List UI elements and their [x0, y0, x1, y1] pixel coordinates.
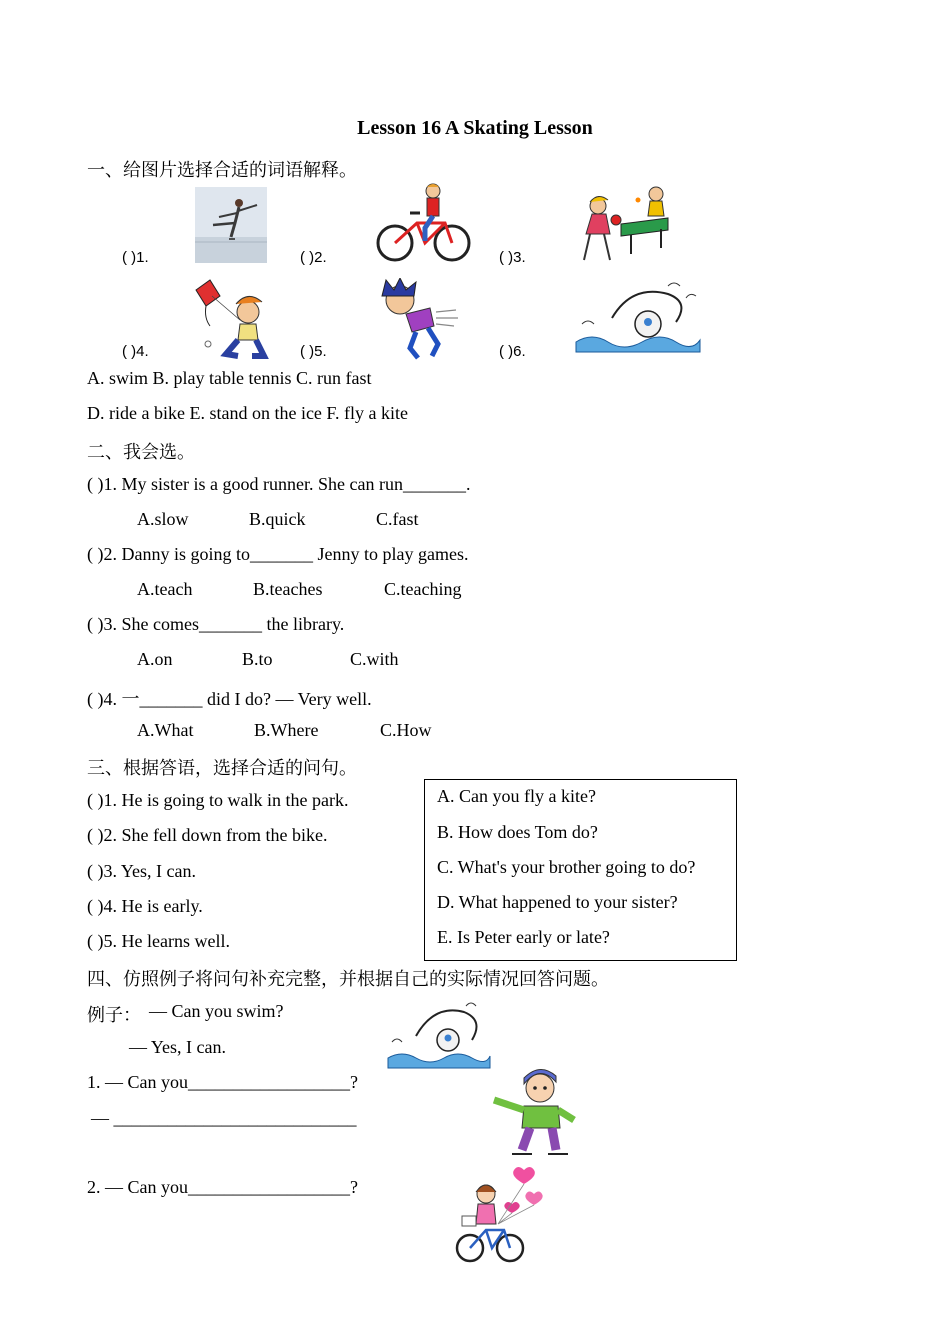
question-4-option-b: B.Where — [254, 720, 319, 740]
section-3-heading: 三、根据答语，选择合适的问句。 — [87, 758, 357, 779]
child-swimming-icon — [386, 1000, 492, 1070]
question-1-option-a: A.slow — [137, 509, 189, 529]
question-2: ( )2. Danny is going to_______ Jenny to play games. — [87, 544, 469, 564]
question-3-option-c: C.with — [350, 649, 399, 669]
choice-b: B. How does Tom do? — [437, 822, 598, 842]
question-3-option-b: B.to — [242, 649, 273, 669]
question-2-option-c: C.teaching — [384, 579, 462, 599]
example-answer: — Yes, I can. — [129, 1037, 226, 1057]
choice-e: E. Is Peter early or late? — [437, 927, 610, 947]
figure-skater-icon — [195, 187, 267, 263]
boy-riding-bike-icon — [375, 183, 471, 265]
question-4-option-c: C.How — [380, 720, 432, 740]
girl-riding-bike-with-balloons-icon — [452, 1164, 548, 1264]
boy-running-fast-icon — [376, 278, 460, 360]
question-1-option-b: B.quick — [249, 509, 306, 529]
child-swimming-icon — [572, 278, 702, 356]
example-label: 例子： — [87, 1005, 141, 1026]
options-line-2: D. ride a bike E. stand on the ice F. fly a kite — [87, 403, 408, 423]
answer-2: ( )2. She fell down from the bike. — [87, 825, 328, 845]
picture-6-label: ( )6. — [499, 343, 526, 360]
question-3-option-a: A.on — [137, 649, 173, 669]
boy-skating-icon — [482, 1066, 578, 1160]
picture-4-label: ( )4. — [122, 343, 149, 360]
exercise-1-answer-line: — ___________________________ — [91, 1108, 357, 1128]
picture-5-label: ( )5. — [300, 343, 327, 360]
example-question: — Can you swim? — [149, 1001, 284, 1021]
picture-2-label: ( )2. — [300, 249, 327, 266]
section-4-heading: 四、仿照例子将问句补充完整，并根据自己的实际情况回答问题。 — [87, 969, 609, 990]
page-title: Lesson 16 A Skating Lesson — [357, 117, 593, 139]
exercise-2-question: 2. — Can you__________________? — [87, 1177, 358, 1197]
choice-d: D. What happened to your sister? — [437, 892, 678, 912]
question-1-option-c: C.fast — [376, 509, 419, 529]
question-4: ( )4. 一_______ did I do? — Very well. — [87, 689, 372, 709]
choice-a: A. Can you fly a kite? — [437, 786, 596, 806]
answer-4: ( )4. He is early. — [87, 896, 203, 916]
kids-playing-table-tennis-icon — [576, 184, 672, 266]
question-3: ( )3. She comes_______ the library. — [87, 614, 345, 634]
picture-1-label: ( )1. — [122, 249, 149, 266]
section-1-heading: 一、给图片选择合适的词语解释。 — [87, 160, 357, 181]
question-2-option-a: A.teach — [137, 579, 193, 599]
boy-flying-kite-icon — [192, 278, 274, 360]
exercise-1-question: 1. — Can you__________________? — [87, 1072, 358, 1092]
picture-3-label: ( )3. — [499, 249, 526, 266]
question-4-option-a: A.What — [137, 720, 194, 740]
question-1: ( )1. My sister is a good runner. She can run_______. — [87, 474, 471, 494]
answer-5: ( )5. He learns well. — [87, 931, 230, 951]
options-line-1: A. swim B. play table tennis C. run fast — [87, 368, 372, 388]
answer-1: ( )1. He is going to walk in the park. — [87, 790, 349, 810]
choice-c: C. What's your brother going to do? — [437, 857, 696, 877]
question-2-option-b: B.teaches — [253, 579, 323, 599]
section-2-heading: 二、我会选。 — [87, 442, 195, 463]
answer-3: ( )3. Yes, I can. — [87, 861, 196, 881]
